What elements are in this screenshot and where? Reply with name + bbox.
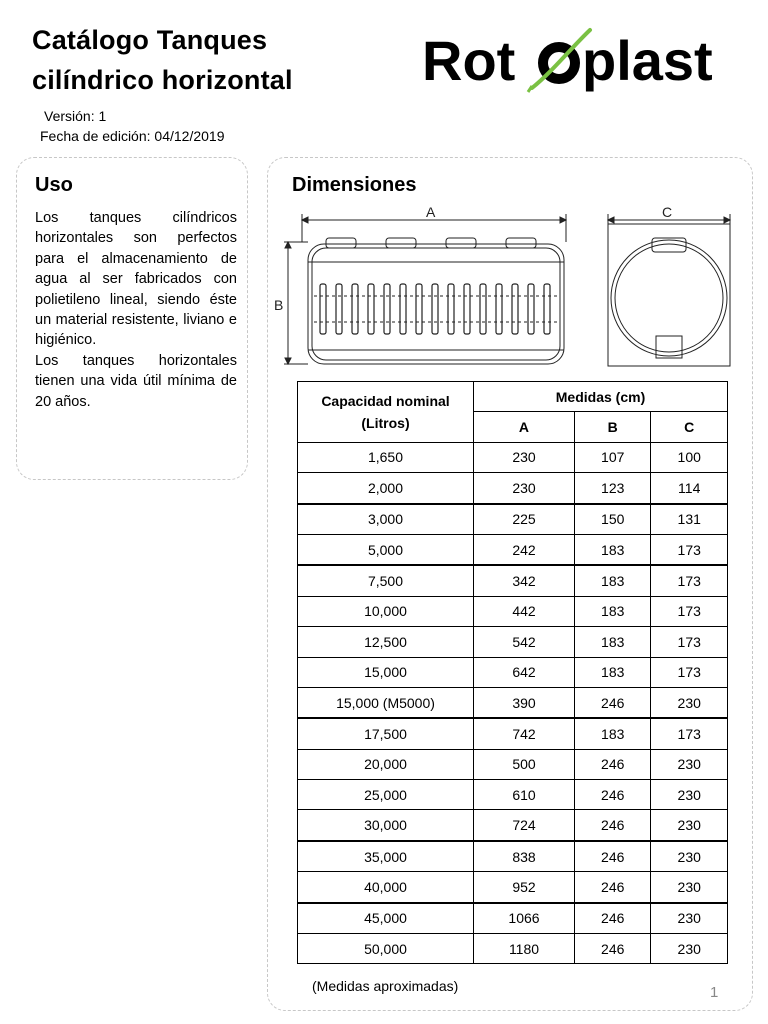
capacity-cell: 3,000	[298, 504, 474, 535]
dimension-b-label: B	[274, 297, 284, 313]
table-header-row	[298, 382, 728, 412]
value-a-cell: 242	[474, 534, 575, 565]
capacity-cell: 20,000	[298, 749, 474, 779]
logo-text-left: Rot	[422, 29, 516, 92]
value-b-cell: 246	[574, 903, 650, 934]
value-a-cell: 230	[474, 473, 575, 504]
value-a-cell: 642	[474, 657, 575, 687]
uso-heading: Uso	[35, 174, 73, 196]
value-a-cell: 542	[474, 627, 575, 657]
measures-header: Medidas (cm)	[474, 382, 728, 412]
column-c-header: C	[651, 412, 728, 442]
tank-dimension-drawing	[274, 200, 744, 372]
value-b-cell: 246	[574, 934, 650, 964]
value-c-cell: 114	[651, 473, 728, 504]
value-b-cell: 246	[574, 749, 650, 779]
value-c-cell: 100	[651, 442, 728, 472]
table-row	[298, 473, 728, 504]
capacity-header: Capacidad nominal (Litros)	[298, 382, 474, 443]
capacity-cell: 30,000	[298, 810, 474, 841]
edition-date: Fecha de edición: 04/12/2019	[40, 128, 225, 144]
dimensiones-heading: Dimensiones	[292, 174, 417, 196]
value-a-cell: 952	[474, 872, 575, 903]
table-row	[298, 687, 728, 718]
capacity-cell: 10,000	[298, 596, 474, 626]
capacity-cell: 50,000	[298, 934, 474, 964]
value-b-cell: 183	[574, 565, 650, 596]
table-row	[298, 810, 728, 841]
dimension-c-label: C	[662, 204, 673, 220]
value-a-cell: 442	[474, 596, 575, 626]
column-b-header: B	[574, 412, 650, 442]
value-b-cell: 246	[574, 872, 650, 903]
value-c-cell: 230	[651, 780, 728, 810]
table-row	[298, 749, 728, 779]
value-a-cell: 390	[474, 687, 575, 718]
value-a-cell: 838	[474, 841, 575, 872]
value-b-cell: 183	[574, 657, 650, 687]
table-row	[298, 534, 728, 565]
value-c-cell: 173	[651, 627, 728, 657]
side-view-drawing	[284, 214, 566, 364]
table-row	[298, 718, 728, 749]
value-b-cell: 183	[574, 627, 650, 657]
uso-panel	[16, 157, 248, 480]
value-a-cell: 1066	[474, 903, 575, 934]
logo-o-icon	[528, 30, 590, 92]
value-c-cell: 230	[651, 934, 728, 964]
table-row	[298, 565, 728, 596]
document-meta	[40, 106, 224, 146]
uso-text	[35, 208, 237, 412]
value-a-cell: 610	[474, 780, 575, 810]
table-row	[298, 657, 728, 687]
value-c-cell: 230	[651, 749, 728, 779]
front-view-drawing	[608, 214, 730, 366]
capacity-cell: 12,500	[298, 627, 474, 657]
capacity-cell: 1,650	[298, 442, 474, 472]
value-c-cell: 230	[651, 687, 728, 718]
table-row	[298, 780, 728, 810]
table-row	[298, 504, 728, 535]
value-b-cell: 246	[574, 687, 650, 718]
table-row	[298, 872, 728, 903]
title-line-1: Catálogo Tanques	[32, 25, 268, 55]
capacity-cell: 45,000	[298, 903, 474, 934]
value-c-cell: 173	[651, 596, 728, 626]
value-c-cell: 230	[651, 903, 728, 934]
value-a-cell: 724	[474, 810, 575, 841]
value-b-cell: 183	[574, 596, 650, 626]
value-c-cell: 173	[651, 565, 728, 596]
uso-paragraph-1: Los tanques cilíndricos horizontales son perfectos para el almacenamiento de agua al ser fabricados con polietileno lineal, siendo éste un material resistente, liviano e higiénico.	[35, 210, 237, 349]
capacity-cell: 25,000	[298, 780, 474, 810]
value-b-cell: 183	[574, 718, 650, 749]
table-row	[298, 596, 728, 626]
value-a-cell: 500	[474, 749, 575, 779]
capacity-cell: 35,000	[298, 841, 474, 872]
table-row	[298, 627, 728, 657]
version-label: Versión: 1	[44, 108, 107, 124]
value-c-cell: 173	[651, 718, 728, 749]
table-row	[298, 934, 728, 964]
value-b-cell: 246	[574, 841, 650, 872]
value-b-cell: 107	[574, 442, 650, 472]
capacity-cell: 7,500	[298, 565, 474, 596]
value-b-cell: 246	[574, 780, 650, 810]
value-b-cell: 123	[574, 473, 650, 504]
value-a-cell: 742	[474, 718, 575, 749]
column-a-header: A	[474, 412, 575, 442]
value-a-cell: 1180	[474, 934, 575, 964]
rotoplas-logo	[422, 22, 744, 98]
dimensions-table	[297, 381, 728, 964]
value-a-cell: 342	[474, 565, 575, 596]
value-c-cell: 173	[651, 534, 728, 565]
value-c-cell: 131	[651, 504, 728, 535]
table-row	[298, 442, 728, 472]
capacity-cell: 17,500	[298, 718, 474, 749]
capacity-cell: 15,000 (M5000)	[298, 687, 474, 718]
table-row	[298, 903, 728, 934]
capacity-cell: 2,000	[298, 473, 474, 504]
page-title	[32, 20, 293, 100]
capacity-cell: 5,000	[298, 534, 474, 565]
approximate-measures-note: (Medidas aproximadas)	[312, 978, 459, 994]
title-line-2: cilíndrico horizontal	[32, 65, 293, 95]
value-b-cell: 150	[574, 504, 650, 535]
dimensions-table-body	[298, 442, 728, 964]
value-c-cell: 230	[651, 841, 728, 872]
logo-text-right: plast	[582, 29, 713, 92]
capacity-cell: 40,000	[298, 872, 474, 903]
value-b-cell: 246	[574, 810, 650, 841]
dimension-a-label: A	[426, 204, 436, 220]
uso-paragraph-2: Los tanques horizontales tienen una vida útil mínima de 20 años.	[35, 352, 237, 410]
value-a-cell: 225	[474, 504, 575, 535]
value-a-cell: 230	[474, 442, 575, 472]
value-c-cell: 173	[651, 657, 728, 687]
capacity-cell: 15,000	[298, 657, 474, 687]
value-b-cell: 183	[574, 534, 650, 565]
page-number: 1	[710, 984, 719, 1001]
value-c-cell: 230	[651, 872, 728, 903]
table-row	[298, 841, 728, 872]
value-c-cell: 230	[651, 810, 728, 841]
